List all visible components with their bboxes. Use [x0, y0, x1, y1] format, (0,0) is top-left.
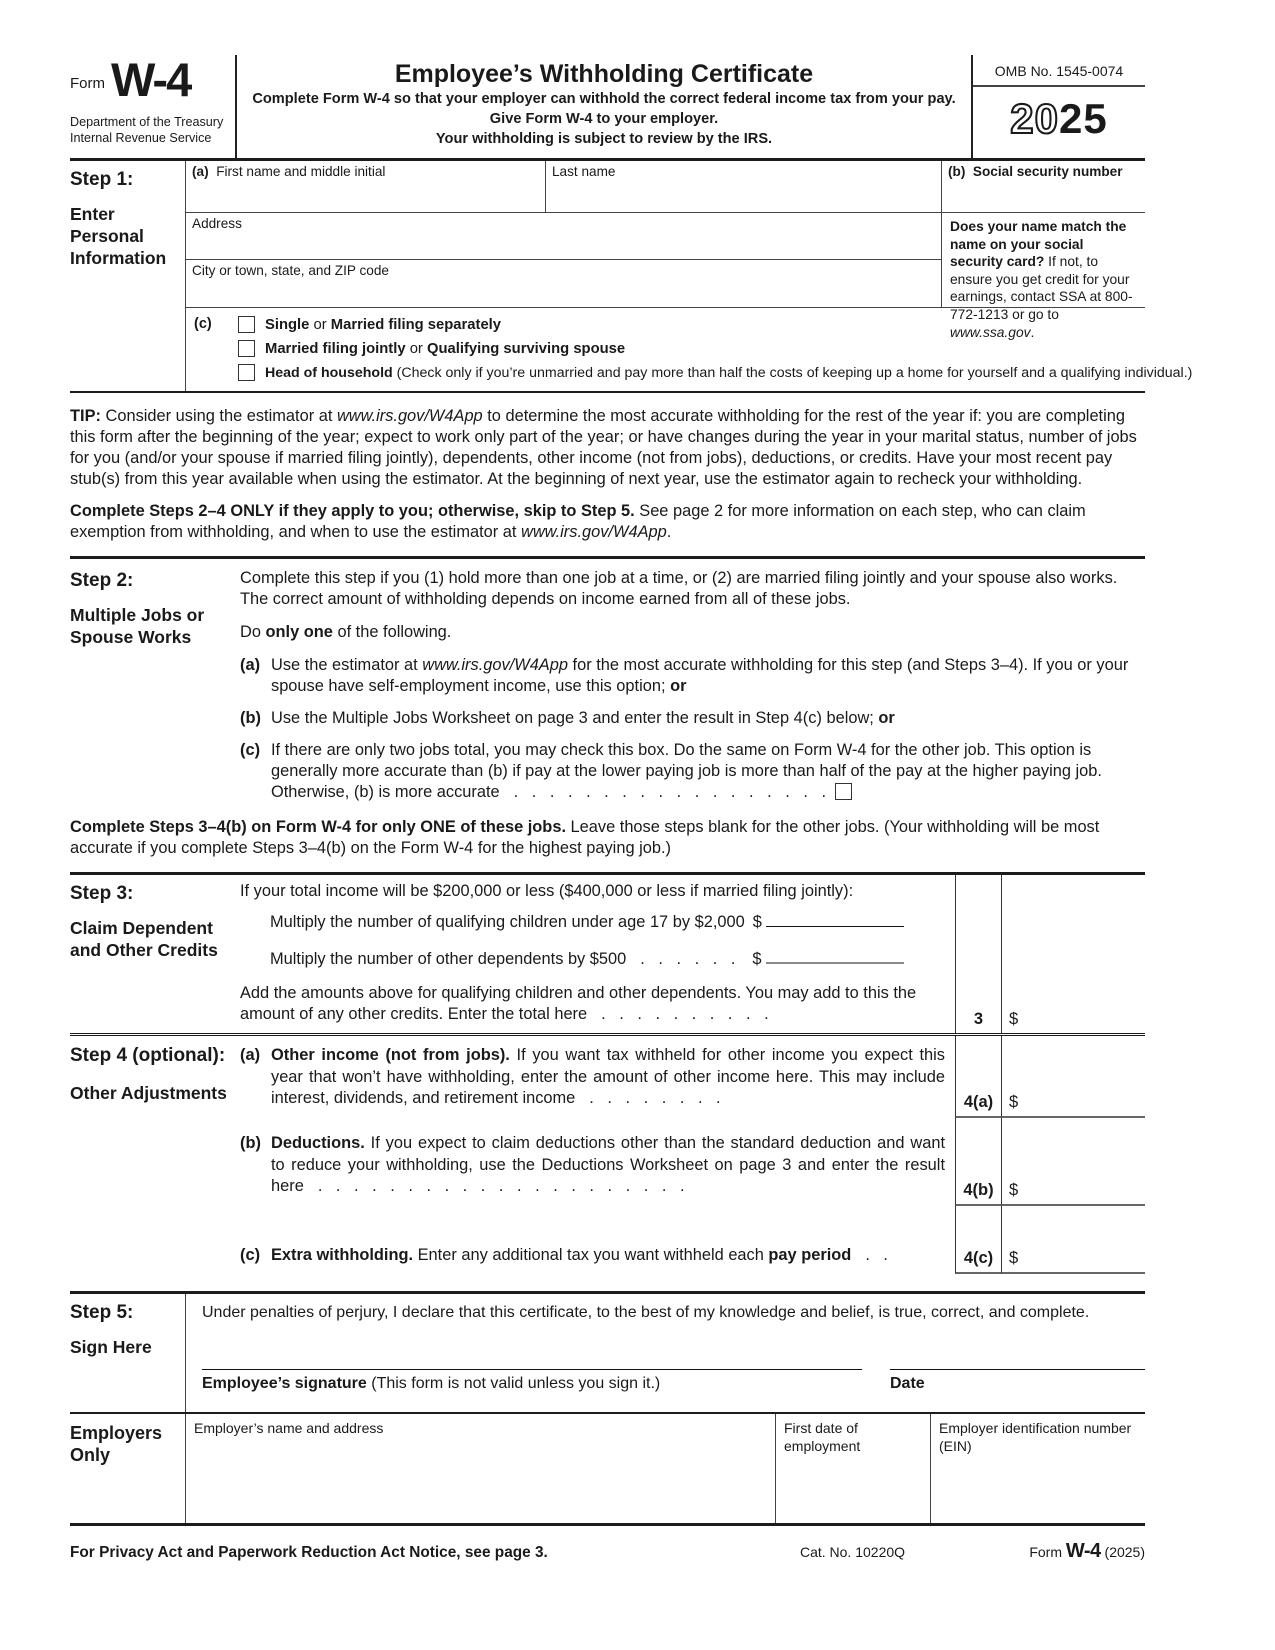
step3-children-line: Multiply the number of qualifying children under age 17 by $2,000 $: [270, 912, 945, 933]
step1-name: Enter Personal Information: [70, 204, 167, 268]
step3-name: Claim Dependent and Other Credits: [70, 918, 218, 960]
line4b-number: 4(b): [955, 1118, 1001, 1206]
step1-fields: [185, 161, 1193, 391]
leader-dots: . . . . . . . . . .: [601, 1005, 770, 1023]
title-block: [235, 55, 973, 158]
step3-label: Step 3:: [70, 883, 134, 904]
footer-form-number: W-4: [1065, 1539, 1101, 1562]
step4-row-c: [70, 1206, 1145, 1274]
step4a-text: Other income (not from jobs). If you want tax withheld for other income you expect this year that won’t have withholding, enter the amount of other income here. This may include interest, dividends, and retirement income . . . . . . . .: [271, 1046, 945, 1107]
first-name-field[interactable]: [186, 161, 546, 213]
leader-dots: . . . . . .: [640, 950, 737, 968]
two-jobs-checkbox[interactable]: [835, 783, 852, 800]
tip-paragraph: TIP: Consider using the estimator at www.irs.gov/W4App to determine the most accurate withholding for the rest of the year if: you are completing this form after the beginning of the year; expect to work only part of the year; or have changes during the year in your marital status, number of jobs for you (and/or your spouse if married filing jointly), dependents, other income (not from jobs), deductions, or credits. Have your most recent pay stub(s) from this year available when using the estimator. At the beginning of next year, use the estimator again to recheck your withholding.: [70, 407, 1137, 488]
page-title: Employee’s Withholding Certificate: [394, 60, 814, 88]
leader-dots: . . . . . . . . . . . . . . . . . .: [513, 783, 828, 801]
line4b-amount-field[interactable]: [1001, 1118, 1145, 1206]
step2-item-a-text: Use the estimator at www.irs.gov/W4App for the most accurate withholding for this step (and Steps 3–4). If you or your spouse have self-employment income, use this option; or: [271, 656, 1129, 695]
ein-label: Employer identification number (EIN): [939, 1419, 1132, 1454]
step2-do-line: Do only one of the following.: [240, 623, 452, 641]
step4c-label-spacer: [70, 1206, 240, 1274]
step2-section: [70, 559, 1145, 817]
steps24-note: Complete Steps 2–4 ONLY if they apply to you; otherwise, skip to Step 5. See page 2 for more information on each step, who can claim exemption from withholding, and when to use the estimator at www.irs.gov/W4App.: [70, 502, 1086, 541]
tag-a: (a): [192, 164, 209, 179]
step2-item-a: (a) Use the estimator at www.irs.gov/W4App for the most accurate withholding for this step (and Steps 3–4). If you or your spouse have self-employment income, use this option; or: [240, 655, 1145, 697]
signature-row: [202, 1369, 1145, 1393]
step4-name: Other Adjustments: [70, 1083, 227, 1103]
head-of-household-checkbox[interactable]: [238, 364, 255, 381]
address-label: Address: [192, 216, 242, 231]
dollar-sign: $: [752, 913, 762, 931]
step2-content: [240, 568, 1145, 807]
step4b-label-spacer: [70, 1118, 240, 1206]
estimator-url-3: www.irs.gov/W4App: [422, 656, 568, 674]
ssa-notice: [941, 213, 1145, 340]
step1-label: Step 1:: [70, 169, 134, 190]
page-footer: [70, 1540, 1145, 1563]
step5-heading: [70, 1294, 185, 1412]
dollar-sign: $: [1009, 1180, 1019, 1199]
line3-amount-field[interactable]: [1001, 875, 1145, 1033]
line3-number: 3: [955, 875, 1001, 1033]
step1-heading: [70, 161, 185, 391]
step4-row-b: [70, 1118, 1145, 1206]
estimator-url: www.irs.gov/W4App: [336, 407, 483, 425]
step3-dependents-line: Multiply the number of other dependents by $500 . . . . . . $: [270, 949, 945, 970]
leader-dots: . .: [865, 1246, 889, 1264]
filing-single-label: Single or Married filing separately: [265, 316, 502, 333]
privacy-notice: For Privacy Act and Paperwork Reduction Act Notice, see page 3.: [70, 1543, 548, 1561]
signature-label: Employee’s signature (This form is not valid unless you sign it.): [202, 1374, 661, 1392]
step3-heading: [70, 875, 240, 1033]
step4-label: Step 4 (optional):: [70, 1045, 226, 1066]
dollar-sign: $: [1009, 1010, 1019, 1028]
step3-section: [70, 875, 1145, 1036]
signature-block: [202, 1369, 862, 1393]
step4-row-a: [70, 1036, 1145, 1118]
dollar-sign: $: [752, 950, 762, 968]
step3-content: [240, 875, 955, 1033]
step2-intro: Complete this step if you (1) hold more than one job at a time, or (2) are married filing jointly and your spouse also works. The correct amount of withholding depends on income earned from all of these jobs.: [240, 569, 1118, 608]
step4c-content: (c) Extra withholding. Enter any additional tax you want withheld each pay period . .: [240, 1206, 955, 1274]
city-label: City or town, state, and ZIP code: [192, 263, 389, 278]
step2-item-b-text: Use the Multiple Jobs Worksheet on page 3 and enter the result in Step 4(c) below; or: [271, 709, 895, 727]
year-outline: 20: [1010, 95, 1059, 142]
dept-line2: Internal Revenue Service: [70, 130, 212, 145]
step4-heading: [70, 1036, 240, 1118]
form-header: [70, 55, 1145, 161]
tip-label: TIP:: [70, 407, 101, 425]
ssn-field[interactable]: [941, 161, 1145, 213]
single-checkbox[interactable]: [238, 316, 255, 333]
spacer: [70, 1274, 1145, 1291]
form-number: W-4: [111, 53, 191, 106]
steps34-note: Complete Steps 3–4(b) on Form W-4 for only ONE of these jobs. Leave those steps blank for the other jobs. (Your withholding will be most accurate if you complete Steps 3–4(b) on the Form W-4 for the highest paying job.): [70, 818, 1100, 857]
employers-only-section: [70, 1414, 1145, 1526]
ssa-link: www.ssa.gov: [950, 324, 1031, 340]
ssa-period: .: [1030, 324, 1035, 340]
first-employment-date-field[interactable]: [775, 1414, 930, 1523]
step1-section: [70, 161, 1193, 393]
line4a-number: 4(a): [955, 1036, 1001, 1118]
employers-label: Employers Only: [70, 1422, 163, 1465]
dollar-sign: $: [1009, 1248, 1019, 1267]
filing-status-group: [186, 308, 1193, 391]
ssa-notice-bold: Does your name match the name on your social security card?: [950, 219, 1127, 270]
form-footer-id: Form W-4 (2025): [1029, 1539, 1145, 1562]
tag-b: (b): [948, 164, 966, 179]
step2-item-c: (c) If there are only two jobs total, you may check this box. Do the same on Form W-4 for the other job. This option is generally more accurate than (b) if pay at the lower paying job is more than half of the pay at the higher paying job. Otherwise, (b) is more accurate . . . . . . . . . . . . . . . . . .: [240, 740, 1145, 803]
employer-name-label: Employer’s name and address: [194, 1419, 384, 1436]
step2-item-c-text: If there are only two jobs total, you may check this box. Do the same on Form W-4 for the other job. This option is generally more accurate than (b) if pay at the lower paying job is more than half of the pay at the higher paying job. Otherwise, (b) is more accurate . . . . . . . . . . . . . . . . . .: [271, 741, 1102, 801]
filing-status-married-row: [238, 340, 1141, 357]
step5-name: Sign Here: [70, 1336, 152, 1357]
leader-dots: . . . . . . . . . . . . . . . . . . . . .: [317, 1177, 686, 1195]
employers-heading: [70, 1414, 185, 1523]
step5-section: [70, 1294, 1145, 1414]
city-field[interactable]: [186, 260, 941, 308]
step5-content: [185, 1294, 1145, 1412]
form-id-block: [70, 55, 235, 158]
omb-year-block: [973, 55, 1145, 158]
dependents-amount-field[interactable]: [766, 950, 904, 964]
filing-hoh-label: Head of household (Check only if you’re unmarried and pay more than half the costs of keeping up a home for yourself and a qualifying individual.): [265, 364, 1193, 381]
tax-year: [973, 87, 1145, 143]
ssn-label: Social security number: [972, 164, 1123, 179]
step5-label: Step 5:: [70, 1301, 134, 1323]
married-jointly-checkbox[interactable]: [238, 340, 255, 357]
dept-line1: Department of the Treasury: [70, 115, 224, 130]
children-amount-field[interactable]: [766, 913, 904, 927]
subtitle-3: Your withholding is subject to review by the IRS.: [435, 131, 773, 147]
date-line[interactable]: [890, 1369, 1145, 1370]
step4a-content: (a) Other income (not from jobs). If you want tax withheld for other income you expect this year that won’t have withholding, enter the amount of other income here. This may include interest, dividends, and retirement income . . . . . . . .: [240, 1036, 955, 1118]
first-name-label: First name and middle initial: [216, 164, 386, 179]
employer-name-field[interactable]: [185, 1414, 775, 1523]
first-date-label: First date of employment: [784, 1419, 861, 1454]
last-name-label: Last name: [552, 164, 616, 179]
signature-line[interactable]: [202, 1369, 862, 1370]
step3-total-line: Add the amounts above for qualifying children and other dependents. You may add to this the amount of any other credits. Enter the total here . . . . . . . . . .: [240, 984, 917, 1023]
step3-intro: If your total income will be $200,000 or less ($400,000 or less if married filing jointly):: [240, 882, 854, 900]
estimator-url-2: www.irs.gov/W4App: [521, 523, 667, 541]
step2-name: Multiple Jobs or Spouse Works: [70, 605, 205, 647]
catalog-number: Cat. No. 10220Q: [799, 1543, 906, 1560]
form-word: Form: [70, 75, 105, 93]
line4c-number: 4(c): [955, 1206, 1001, 1274]
omb-number: OMB No. 1545-0074: [973, 55, 1145, 87]
subtitle-1: Complete Form W-4 so that your employer can withhold the correct federal income tax from your pay.: [252, 91, 956, 107]
perjury-declaration: Under penalties of perjury, I declare that this certificate, to the best of my knowledge and belief, is true, correct, and complete.: [202, 1303, 1090, 1321]
ein-field[interactable]: [930, 1414, 1145, 1523]
year-bold: 25: [1059, 95, 1108, 142]
date-label: Date: [890, 1374, 925, 1392]
filing-status-single-row: [238, 316, 1141, 333]
step2-label: Step 2:: [70, 570, 134, 591]
step2-heading: [70, 568, 240, 807]
ssa-notice-text: If not, to ensure you get credit for your earnings, contact SSA at 800-772-1213 or go to: [950, 254, 1133, 322]
tag-c: (c): [194, 316, 212, 332]
leader-dots: . . . . . . . .: [589, 1089, 722, 1107]
filing-status-hoh-row: [238, 364, 1193, 381]
address-field[interactable]: [186, 213, 941, 260]
subtitle-2: Give Form W-4 to your employer.: [489, 111, 719, 127]
line4a-amount-field[interactable]: [1001, 1036, 1145, 1118]
last-name-field[interactable]: [546, 161, 941, 213]
step4b-text: Deductions. If you expect to claim deductions other than the standard deduction and want to reduce your withholding, use the Deductions Worksheet on page 3 and enter the result here . . . . . . . . . . . . . . . . . . . . .: [271, 1134, 945, 1195]
step2-item-b: (b) Use the Multiple Jobs Worksheet on page 3 and enter the result in Step 4(c) below; or: [240, 708, 1145, 729]
line4c-amount-field[interactable]: [1001, 1206, 1145, 1274]
dollar-sign: $: [1009, 1093, 1019, 1111]
step4c-text: Extra withholding. Enter any additional tax you want withheld each pay period . .: [271, 1245, 945, 1267]
date-block: [890, 1369, 1145, 1393]
step4b-content: (b) Deductions. If you expect to claim deductions other than the standard deduction and want to reduce your withholding, use the Deductions Worksheet on page 3 and enter the result here . . . . . . . . . . . . . . . . . . . . .: [240, 1118, 955, 1206]
filing-married-label: Married filing jointly or Qualifying surviving spouse: [265, 340, 626, 357]
